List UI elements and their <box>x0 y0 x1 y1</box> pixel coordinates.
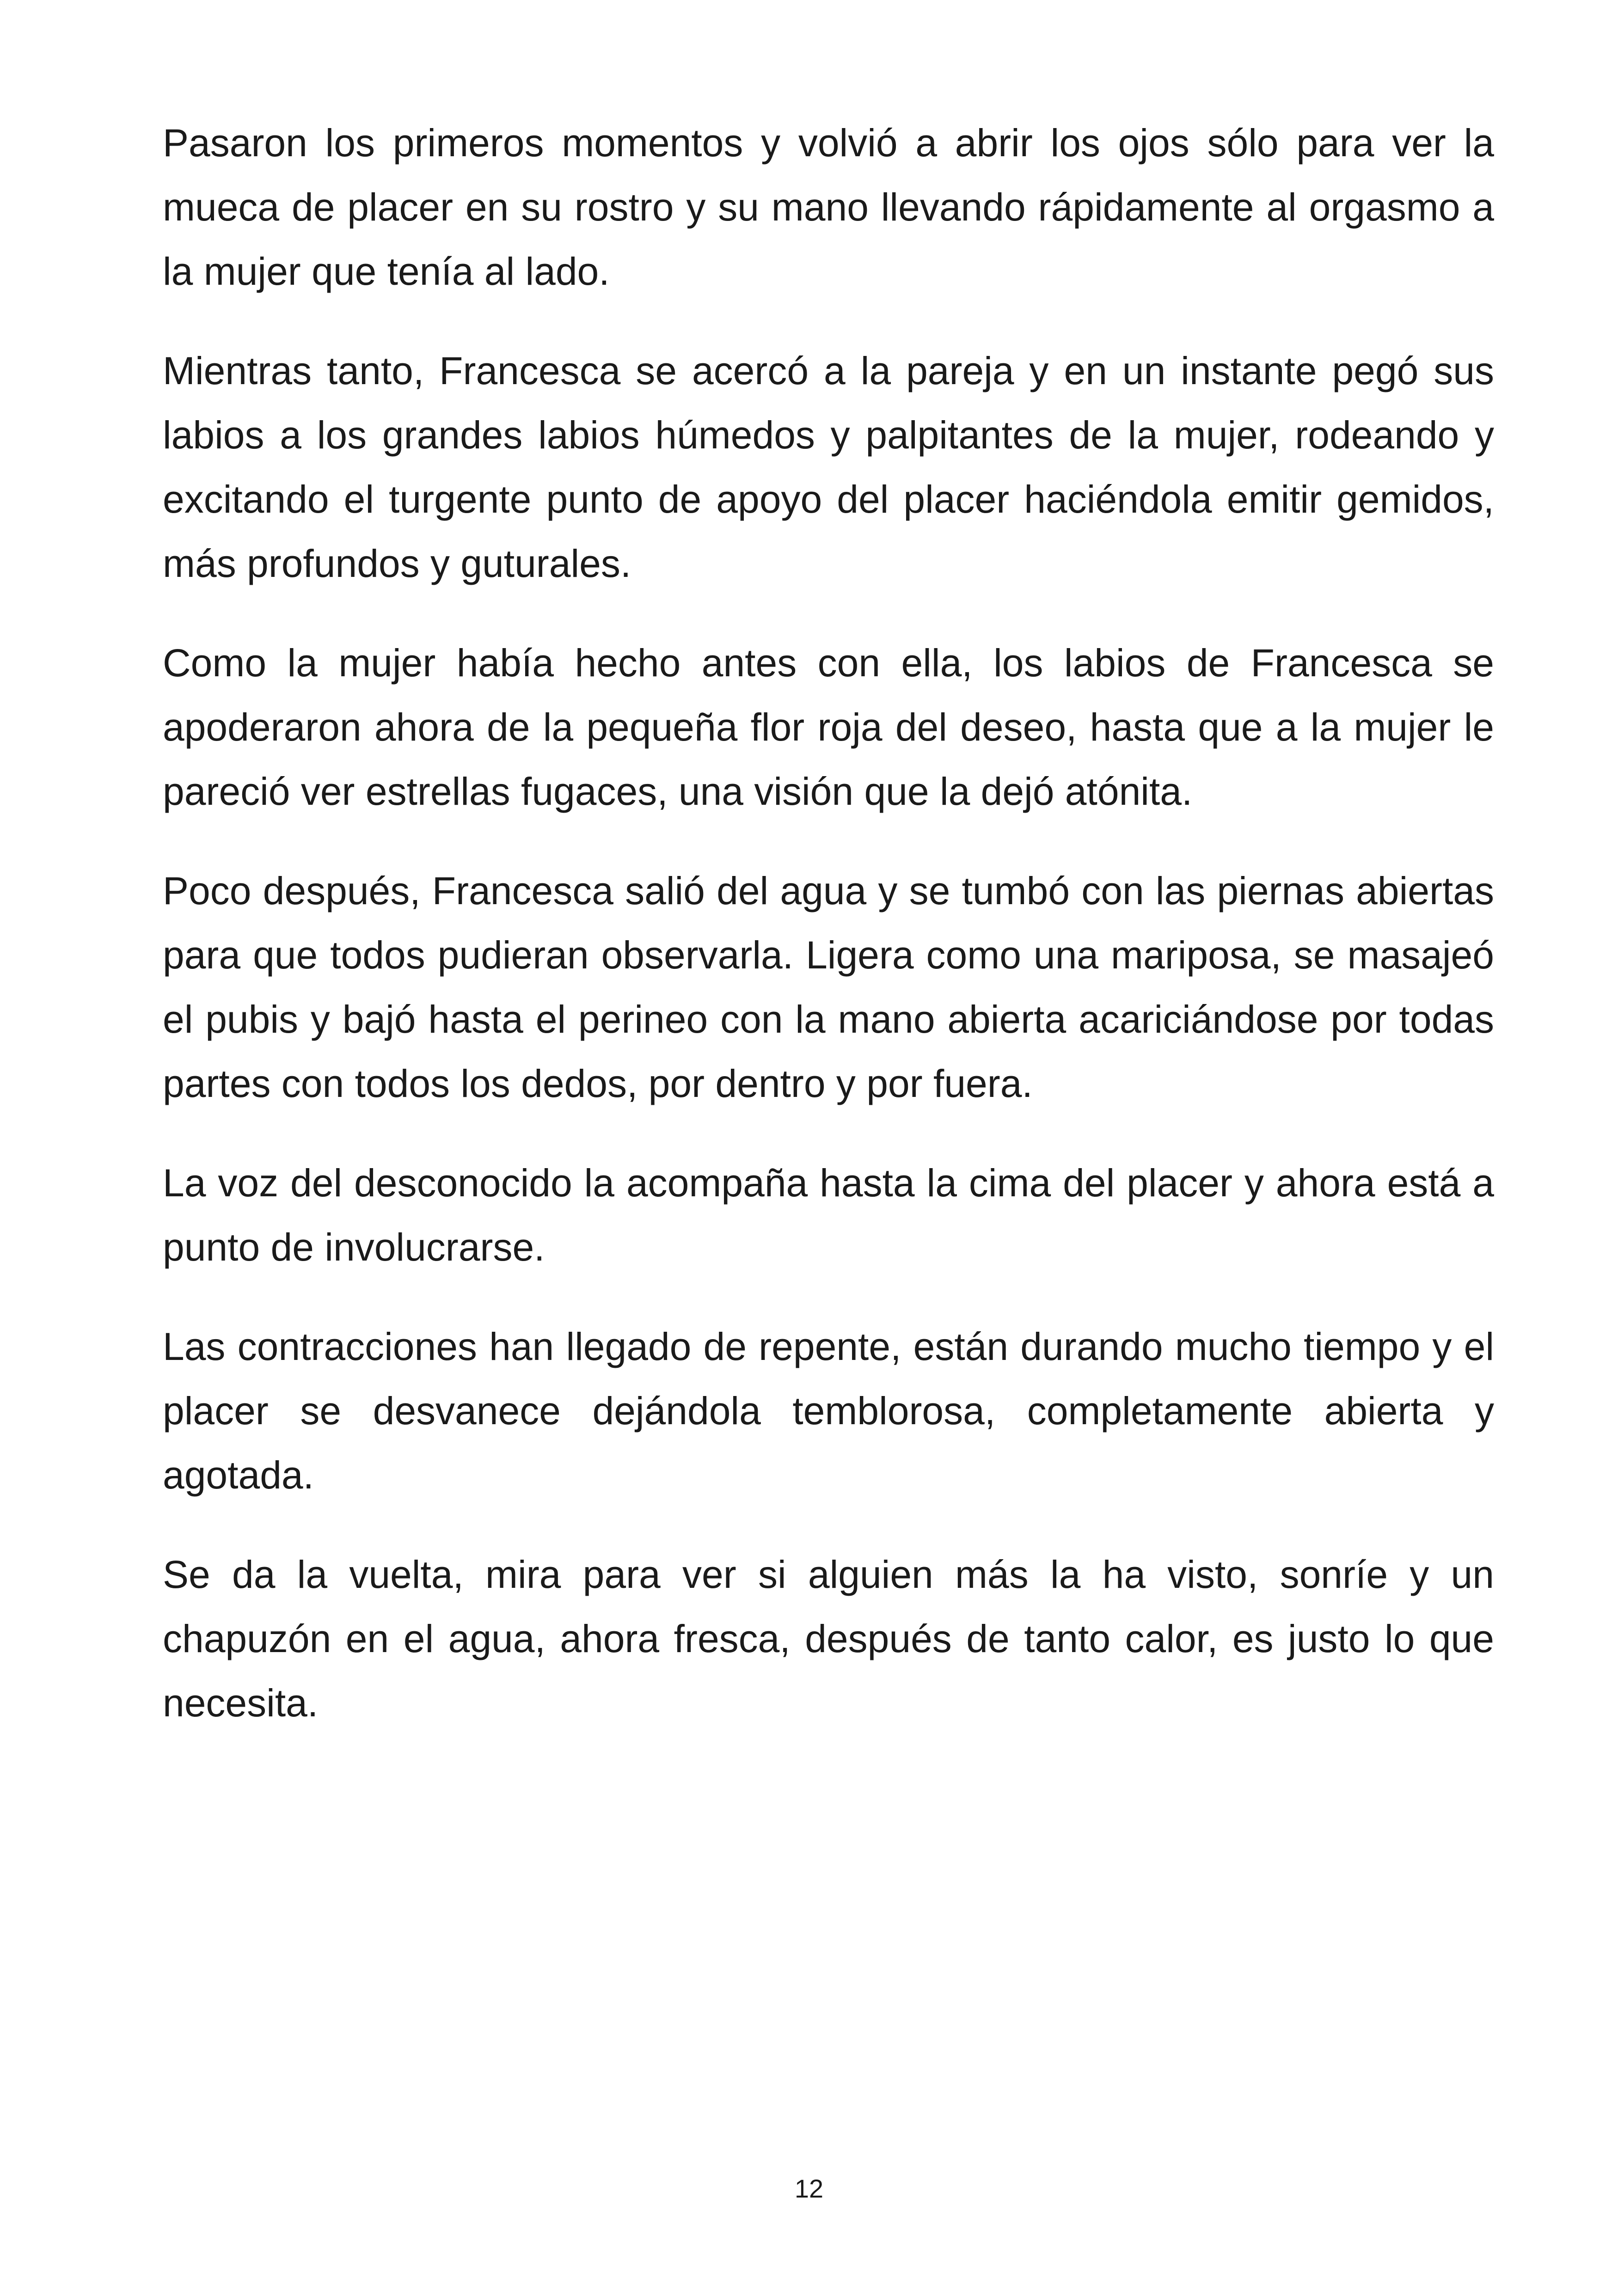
page-number: 12 <box>794 2174 824 2203</box>
paragraph-5: La voz del desconocido la acompaña hasta la cima del placer y ahora está a punto de involucrarse. <box>163 1161 1494 1269</box>
paragraph-7: Se da la vuelta, mira para ver si alguien más la ha visto, sonríe y un chapuzón en el agua, ahora fresca, después de tanto calor, es justo lo que necesita. <box>163 1553 1494 1725</box>
paragraph-6: Las contracciones han llegado de repente, están durando mucho tiempo y el placer se desvanece dejándola temblorosa, completamente abierta y agotada. <box>163 1325 1494 1497</box>
paragraph-4: Poco después, Francesca salió del agua y se tumbó con las piernas abiertas para que todos pudieran observarla. Ligera como una mariposa, se masajeó el pubis y bajó hasta el perineo con la mano abierta acariciándose por todas partes con todos los dedos, por dentro y por fuera. <box>163 869 1494 1105</box>
page-body <box>163 111 1494 1770</box>
paragraph-2: Mientras tanto, Francesca se acercó a la pareja y en un instante pegó sus labios a los grandes labios húmedos y palpitantes de la mujer, rodeando y excitando el turgente punto de apoyo del placer haciéndola emitir gemidos, más profundos y guturales. <box>163 349 1494 585</box>
paragraph-1: Pasaron los primeros momentos y volvió a abrir los ojos sólo para ver la mueca de placer en su rostro y su mano llevando rápidamente al orgasmo a la mujer que tenía al lado. <box>163 121 1494 293</box>
paragraph-3: Como la mujer había hecho antes con ella, los labios de Francesca se apoderaron ahora de la pequeña flor roja del deseo, hasta que a la mujer le pareció ver estrellas fugaces, una visión que la dejó atónita. <box>163 641 1494 813</box>
